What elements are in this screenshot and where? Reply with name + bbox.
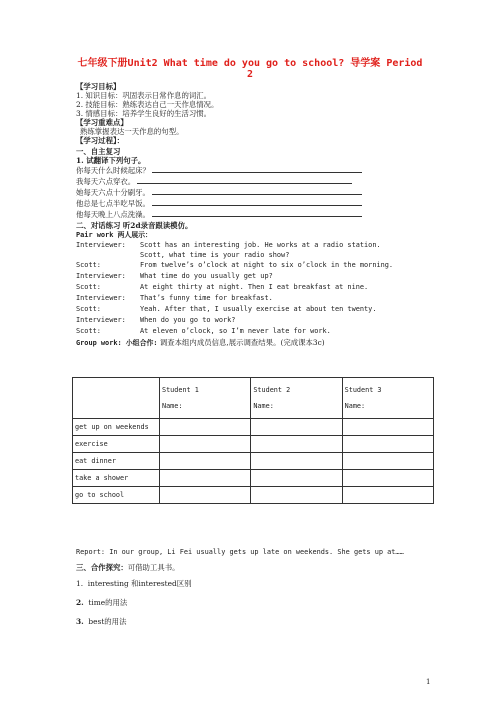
dialogue-line: Scott: At eight thirty at night. Then I eat breakfast at nine. bbox=[76, 283, 369, 291]
dialogue-line: Scott: Yeah. After that, I usually exercise at about ten twenty. bbox=[76, 305, 377, 313]
pair-work-label: Pair work 两人展示： bbox=[76, 231, 152, 239]
goal-item: 1. 知识目标：巩固表示日常作息的词汇。 bbox=[76, 91, 212, 100]
dialogue-line: Interviewer: When do you go to work? bbox=[76, 316, 236, 324]
group-work: Group work: 小组合作: 调查本组内成员信息,展示调查结果。(完成课本3c) bbox=[76, 338, 325, 347]
title-line-2: 2 bbox=[246, 69, 254, 80]
key-text: 熟练掌握表达一天作息的句型。 bbox=[80, 127, 184, 136]
answer-blank[interactable] bbox=[137, 177, 352, 184]
goal-item: 2. 技能目标：熟练表达自己一天作息情况。 bbox=[76, 100, 219, 109]
survey-table bbox=[72, 377, 434, 504]
process-heading: 【学习过程】： bbox=[76, 136, 125, 145]
part2-heading: 二、对话练习 听2d录音跟读模仿。 bbox=[76, 221, 193, 230]
dialogue-line: Scott: At eleven o’clock, so I’m never late for work. bbox=[76, 327, 331, 335]
page-number: 1 bbox=[426, 678, 431, 686]
table-header-cell: Student 1 Name: bbox=[160, 378, 251, 419]
page-title bbox=[70, 58, 430, 80]
table-header-cell: Student 3 Name: bbox=[342, 378, 433, 419]
title-line-1: 七年级下册Unit2 What time do you go to school? 导学案 Period bbox=[77, 58, 423, 69]
translate-line: 我每天六点穿衣。 bbox=[76, 177, 352, 186]
part1-task: 1. 试翻译下列句子。 bbox=[76, 156, 146, 165]
explore-item: 1. interesting 和interested区别 bbox=[76, 579, 192, 588]
dialogue-line: Interviewer: That’s funny time for breakfast. bbox=[76, 294, 273, 302]
explore-item: 2. time的用法 bbox=[76, 598, 128, 607]
part3-heading: 三、合作探究：可借助工具书。 bbox=[76, 563, 180, 572]
dialogue-line: Interviewer: Scott has an interesting job. He works at a radio station. bbox=[76, 241, 381, 249]
dialogue-line: Scott: From twelve’s o’clock at night to six o’clock in the morning. bbox=[76, 261, 394, 269]
part1-heading: 一、自主复习 bbox=[76, 147, 121, 156]
translate-line: 你每天什么时候起床？ bbox=[76, 166, 362, 175]
dialogue-line: Scott, what time is your radio show? bbox=[140, 251, 290, 259]
answer-blank[interactable] bbox=[152, 199, 362, 206]
table-header-cell: Student 2 Name: bbox=[251, 378, 342, 419]
dialogue-line: Interviewer: What time do you usually get up? bbox=[76, 272, 273, 280]
table-header-row bbox=[73, 378, 434, 419]
table-row: eat dinner bbox=[73, 453, 434, 470]
table-corner-cell bbox=[73, 378, 160, 419]
key-heading: 【学习重难点】 bbox=[76, 118, 128, 127]
answer-blank[interactable] bbox=[152, 210, 362, 217]
report-text: Report: In our group, Li Fei usually gets up late on weekends. She gets up at…… bbox=[76, 548, 404, 556]
answer-blank[interactable] bbox=[152, 188, 362, 195]
table-row: exercise bbox=[73, 436, 434, 453]
table-row: go to school bbox=[73, 487, 434, 504]
goals-heading: 【学习目标】 bbox=[76, 82, 121, 91]
translate-line: 他总是七点半吃早饭。 bbox=[76, 199, 362, 208]
explore-item: 3. best的用法 bbox=[76, 617, 127, 626]
goal-item: 3. 情感目标：培养学生良好的生活习惯。 bbox=[76, 109, 212, 118]
translate-line: 他每天晚上八点洗澡。 bbox=[76, 210, 362, 219]
answer-blank[interactable] bbox=[152, 166, 362, 173]
table-row: get up on weekends bbox=[73, 419, 434, 436]
table-row: take a shower bbox=[73, 470, 434, 487]
translate-line: 她每天六点十分刷牙。 bbox=[76, 188, 362, 197]
